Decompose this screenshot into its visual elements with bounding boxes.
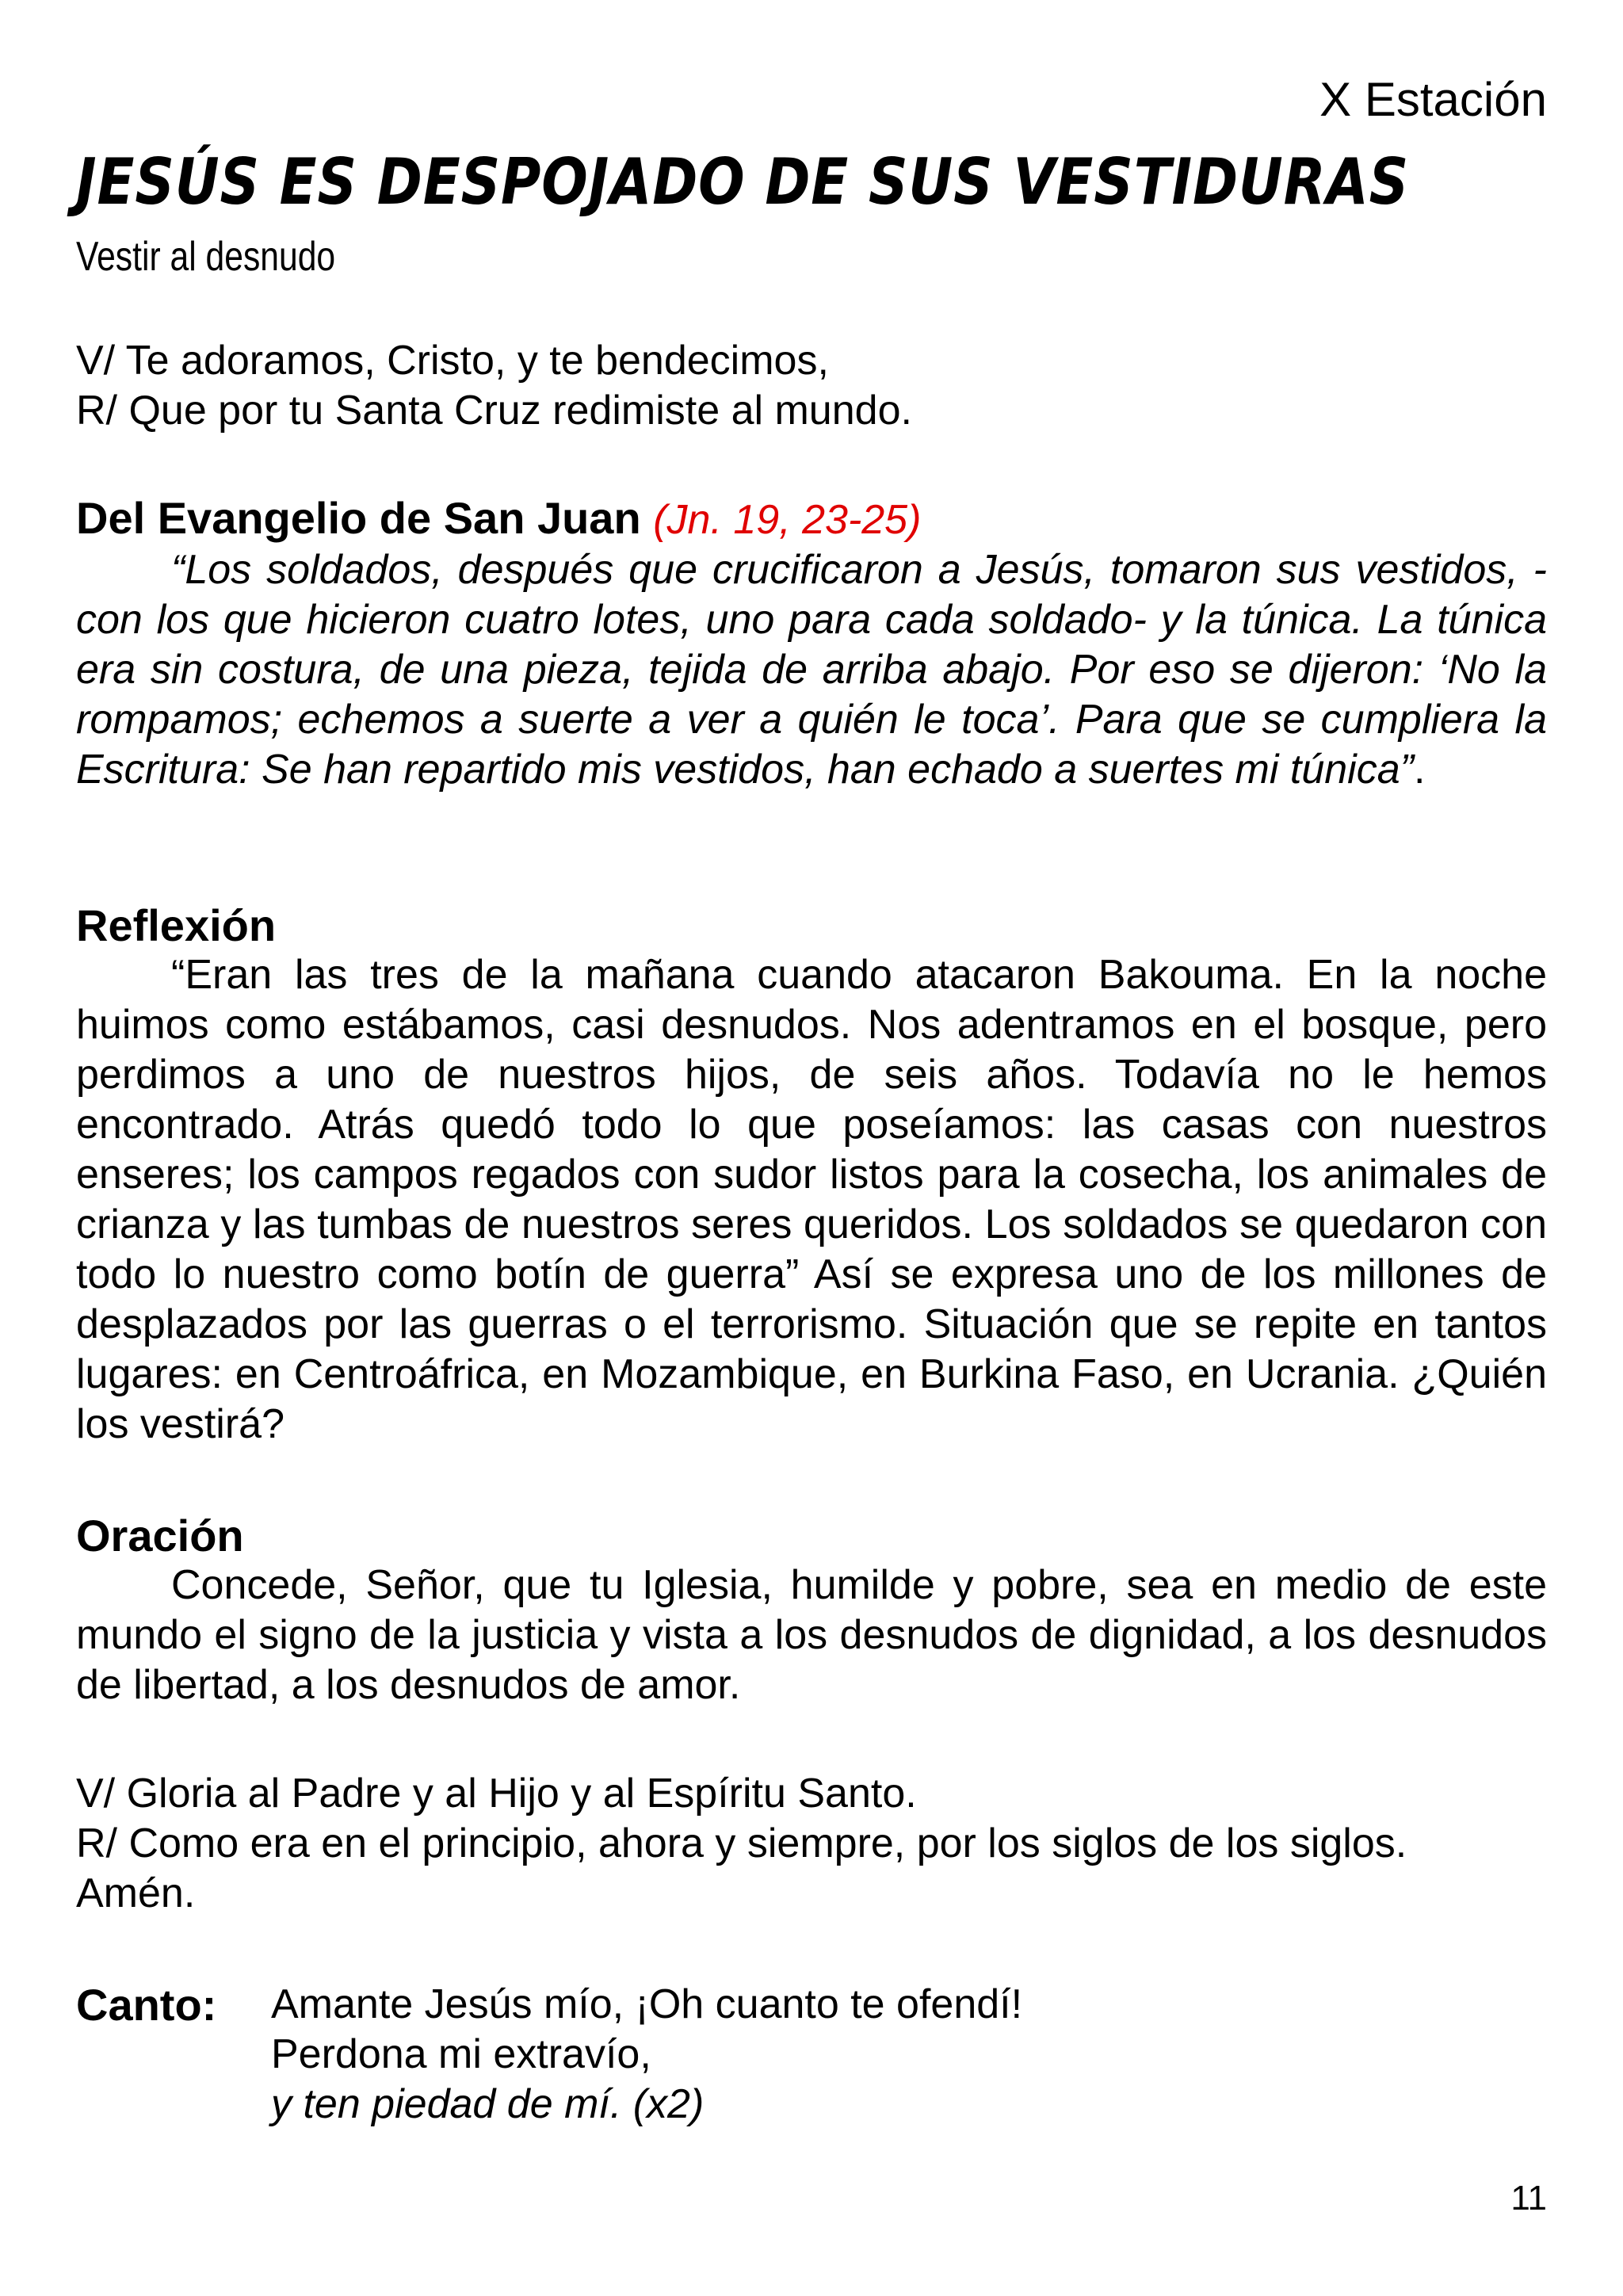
gospel-section — [76, 493, 1547, 795]
opening-versicle — [76, 336, 1547, 436]
gospel-text — [76, 545, 1547, 795]
page-title: JESÚS ES DESPOJADO DE SUS VESTIDURAS — [76, 145, 1409, 219]
reflection-text: “Eran las tres de la mañana cuando atacaron Bakouma. En la noche huimos como estábamos, casi desnudos. Nos adentramos en el bosque, pero perdimos a uno de nuestros hijos, de seis años. Todavía no le hemos encontrado. Atrás quedó todo lo que poseíamos: las casas con nuestros enseres; los campos regados con sudor listos para la cosecha, los animales de crianza y las tumbas de nuestros seres queridos. Los soldados se quedaron con todo lo nuestro como botín de guerra” Así se expresa uno de los millones de desplazados por las guerras o el terrorismo. Situación que se repite en tantos lugares: en Centroáfrica, en Mozambique, en Burkina Faso, en Ucrania. ¿Quién los vestirá? — [76, 952, 1547, 1447]
versicle-v: V/ Te adoramos, Cristo, y te bendecimos, — [76, 338, 829, 384]
gospel-heading-text: Del Evangelio de San Juan — [76, 493, 641, 543]
gospel-quote: “Los soldados, después que crucificaron a Jesús, tomaron sus vestidos, -con los que hicieron cuatro lotes, uno para cada soldado- y la túnica. La túnica era sin costura, de una pieza, tejida de arriba abajo. Por eso se dijeron: ‘No la rompamos; echemos a suerte a ver a quién le toca’. Para que se cumpliera la Escritura: Se han repartido mis vestidos, han echado a suertes mi túnica” — [76, 547, 1547, 793]
station-label: X Estación — [1319, 73, 1547, 126]
gospel-heading — [76, 493, 1547, 545]
canto-label: Canto: — [76, 1980, 217, 2030]
prayer-heading: Oración — [76, 1511, 244, 1561]
canto-lines — [271, 1980, 1022, 2130]
gloria-r: R/ Como era en el principio, ahora y siempre, por los siglos de los siglos. — [76, 1820, 1407, 1866]
versicle-r: R/ Que por tu Santa Cruz redimiste al mundo. — [76, 388, 912, 434]
canto-line-2: Perdona mi extravío, — [271, 2031, 651, 2077]
prayer-text: Concede, Señor, que tu Iglesia, humilde y pobre, sea en medio de este mundo el signo de la justicia y vista a los desnudos de dignidad, a los desnudos de libertad, a los desnudos de amor. — [76, 1562, 1547, 1708]
reflection-heading: Reflexión — [76, 900, 277, 950]
closing-versicle — [76, 1769, 1547, 1919]
page-number: 11 — [1510, 2179, 1547, 2218]
gospel-reference: (Jn. 19, 23-25) — [653, 497, 922, 543]
prayer-section — [76, 1511, 1547, 1710]
page-subtitle: Vestir al desnudo — [76, 234, 336, 280]
amen: Amén. — [76, 1870, 196, 1916]
canto-line-3: y ten piedad de mí. (x2) — [271, 2081, 705, 2127]
gloria-v: V/ Gloria al Padre y al Hijo y al Espíritu Santo. — [76, 1771, 917, 1817]
gospel-end-period: . — [1413, 747, 1426, 793]
reflection-section — [76, 900, 1547, 1450]
canto-line-1: Amante Jesús mío, ¡Oh cuanto te ofendí! — [271, 1981, 1023, 2027]
